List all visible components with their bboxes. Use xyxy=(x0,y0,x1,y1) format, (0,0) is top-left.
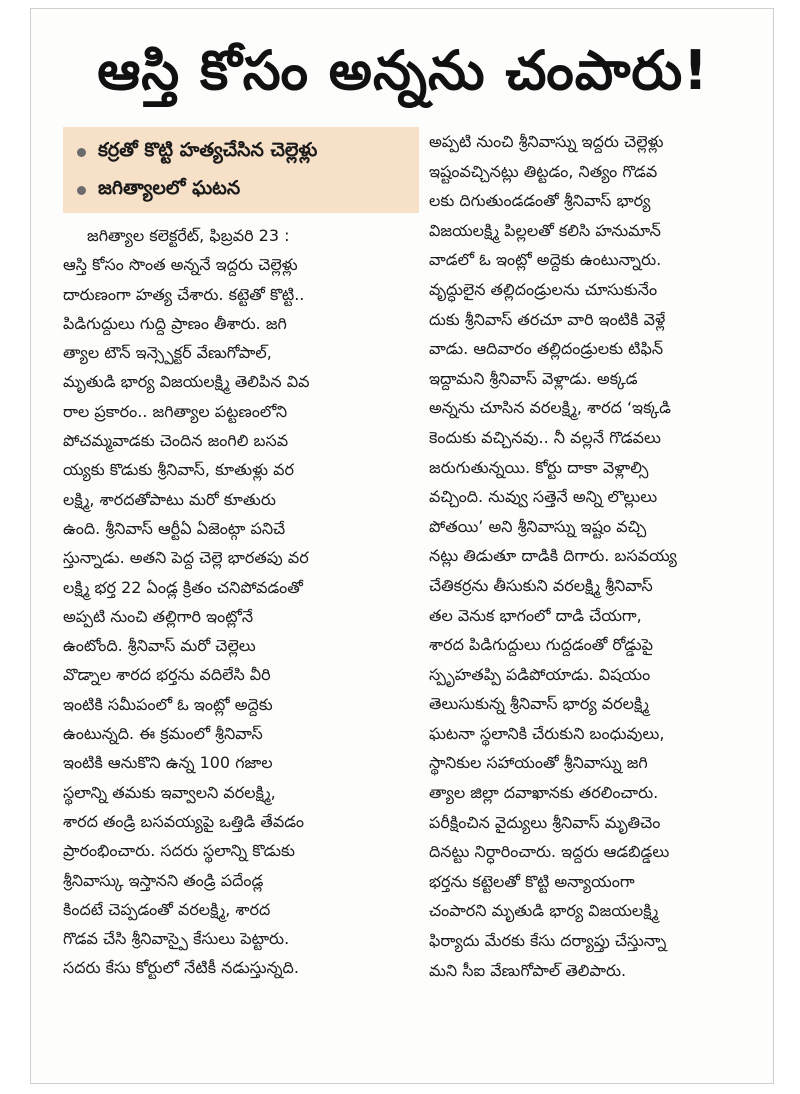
text-line: చంపారని మృతుడి భార్య విజయలక్ష్మి xyxy=(429,901,659,921)
bullet-icon xyxy=(77,186,86,195)
text-line: లక్ష్మి భర్త 22 ఏండ్ల క్రితం చనిపోవడంతో xyxy=(63,577,303,597)
text-line: జగిత్యాల కలెక్టరేట్, ఫిబ్రవరి 23 : xyxy=(87,226,290,245)
text-line: భర్తను కట్టెలతో కొట్టి అన్యాయంగా xyxy=(429,871,635,891)
text-line: ఉంటోంది. శ్రీనివాస్ మరో చెల్లెలు xyxy=(63,636,256,656)
text-line: ఇష్టంవచ్చినట్లు తిట్టడం, నిత్యం గొడవ xyxy=(429,161,658,181)
bullet-icon xyxy=(77,148,86,157)
text-line: త్యాల టౌన్ ఇన్స్పెక్టర్ వేణుగోపాల్, xyxy=(63,343,272,363)
text-line: పిడిగుద్దులు గుద్ది ప్రాణం తీశారు. జగి xyxy=(63,313,287,333)
text-line: ప్రారంభించారు. సదరు స్థలాన్ని కొడుకు xyxy=(63,841,295,861)
text-line: లకు దిగుతుండడంతో శ్రీనివాస్ భార్య xyxy=(429,191,651,211)
text-line: ఇద్దామని శ్రీనివాస్ వెళ్లాడు. అక్కడ xyxy=(429,368,638,388)
text-line: వృద్ధులైన తల్లిదండ్రులను చూసుకునేం xyxy=(429,279,658,299)
text-line: కెందుకు వచ్చినవు.. నీ వల్లనే గొడవలు xyxy=(429,427,661,447)
text-line: విజయలక్ష్మి పిల్లలతో కలిసి హనుమాన్ xyxy=(429,220,661,240)
text-line: స్థలాన్ని తమకు ఇవ్వాలని వరలక్ష్మి, xyxy=(63,782,276,802)
text-line: వొడ్నాల శారద భర్తను వదిలేసి వీరి xyxy=(63,665,271,685)
text-line: శ్రీనివాస్కు ఇస్తానని తండ్రి పదేండ్ల xyxy=(63,870,264,890)
text-line: పోచమ్మవాడకు చెందిన జంగిలి బసవ xyxy=(63,431,289,451)
text-line: నట్లు తిడుతూ దాడికి దిగారు. బసవయ్య xyxy=(429,546,677,566)
text-line: పరీక్షించిన వైద్యులు శ్రీనివాస్ మృతిచెం xyxy=(429,812,661,832)
text-line: చేతికర్రను తీసుకుని వరలక్ష్మి శ్రీనివాస్ xyxy=(429,575,653,595)
highlight-item xyxy=(77,133,419,171)
text-line: ఘటనా స్థలానికి చేరుకుని బంధువులు, xyxy=(429,723,665,743)
highlight-text: జగిత్యాలలో ఘటన xyxy=(98,176,241,199)
text-line: వచ్చింది. నువ్వు సత్తెనే అన్ని లొల్లులు xyxy=(429,487,658,507)
text-line: శారద తండ్రి బసవయ్యపై ఒత్తిడి తేవడం xyxy=(63,811,304,831)
text-line: య్యకు కొడుకు శ్రీనివాస్, కూతుళ్లు వర xyxy=(63,460,294,480)
highlight-text: కర్రతో కొట్టి హత్యచేసిన చెల్లెళ్లు xyxy=(98,138,318,161)
text-line: మృతుడి భార్య విజయలక్ష్మి తెలిపిన వివ xyxy=(63,372,310,392)
text-line: ఇంటికి సమీపంలో ఓ ఇంట్లో అద్దెకు xyxy=(63,694,273,714)
text-line: వాడలో ఓ ఇంట్లో అద్దెకు ఉంటున్నారు. xyxy=(429,250,662,270)
text-line: ఉంటున్నది. ఈ క్రమంలో శ్రీనివాస్ xyxy=(63,724,263,744)
text-line: శారద పిడిగుద్దులు గుద్దడంతో రోడ్డుపై xyxy=(429,635,653,655)
highlight-item xyxy=(77,171,419,209)
headline: ఆస్తి కోసం అన్నను చంపారు! xyxy=(97,39,709,102)
text-line: వాడు. ఆదివారం తల్లిదండ్రులకు టిఫిన్ xyxy=(429,339,664,359)
text-line: త్యాల జిల్లా దవాఖానకు తరలించారు. xyxy=(429,783,659,803)
text-line: అన్నను చూసిన వరలక్ష్మి, శారద ‘ఇక్కడి xyxy=(429,398,672,418)
text-line: కిందటే చెప్పడంతో వరలక్ష్మి, శారద xyxy=(63,899,271,919)
text-line: స్పృహతప్పి పడిపోయాడు. విషయం xyxy=(429,664,651,684)
text-line: లక్ష్మి, శారదతోపాటు మరో కూతురు xyxy=(63,489,276,509)
text-line: జరుగుతున్నయి. కోర్టు దాకా వెళ్లాల్సి xyxy=(429,457,649,477)
text-line: గొడవ చేసి శ్రీనివాస్పై కేసులు పెట్టారు. xyxy=(63,929,290,949)
text-line: దుకు శ్రీనివాస్ తరచూ వారి ఇంటికి వెళ్లే xyxy=(429,309,666,329)
text-line: స్థానికుల సహాయంతో శ్రీనివాస్ను జగి xyxy=(429,753,648,773)
article-column-left xyxy=(63,221,415,983)
text-line: తెలుసుకున్న శ్రీనివాస్ భార్య వరలక్ష్మి xyxy=(429,694,650,714)
text-line: రాల ప్రకారం.. జగిత్యాల పట్టణంలోని xyxy=(63,401,288,421)
article-column-right xyxy=(429,127,771,985)
text-line: సదరు కేసు కోర్టులో నేటికీ నడుస్తున్నది. xyxy=(63,958,299,978)
text-line: దినట్టు నిర్ధారించారు. ఇద్దరు ఆడబిడ్డలు xyxy=(429,842,670,862)
news-clipping xyxy=(30,8,774,1084)
highlights-box xyxy=(63,127,419,213)
text-line: ఆస్తి కోసం సొంత అన్ననే ఇద్దరు చెల్లెళ్లు xyxy=(63,255,298,275)
text-line: ఉంది. శ్రీనివాస్ ఆర్టీఏ ఏజెంట్గా పనిచే xyxy=(63,518,286,538)
text-line: ఫిర్యాదు మేరకు కేసు దర్యాప్తు చేస్తున్నా xyxy=(429,931,667,951)
text-line: అప్పటి నుంచి తల్లిగారి ఇంట్లోనే xyxy=(63,606,254,626)
text-line: స్తున్నాడు. అతని పెద్ద చెల్లె భారతపు వర xyxy=(63,548,309,568)
text-line: పోతయి’ అని శ్రీనివాస్ను ఇష్టం వచ్చి xyxy=(429,516,647,536)
text-line: అప్పటి నుంచి శ్రీనివాస్ను ఇద్దరు చెల్లెళ్లు xyxy=(429,132,664,151)
text-line: ఇంటికి ఆనుకొని ఉన్న 100 గజాల xyxy=(63,753,273,773)
text-line: దారుణంగా హత్య చేశారు. కట్టెతో కొట్టి.. xyxy=(63,284,305,304)
text-line: తల వెనుక భాగంలో దాడి చేయగా, xyxy=(429,605,642,625)
text-line: మని సీఐ వేణుగోపాల్ తెలిపారు. xyxy=(429,960,627,980)
